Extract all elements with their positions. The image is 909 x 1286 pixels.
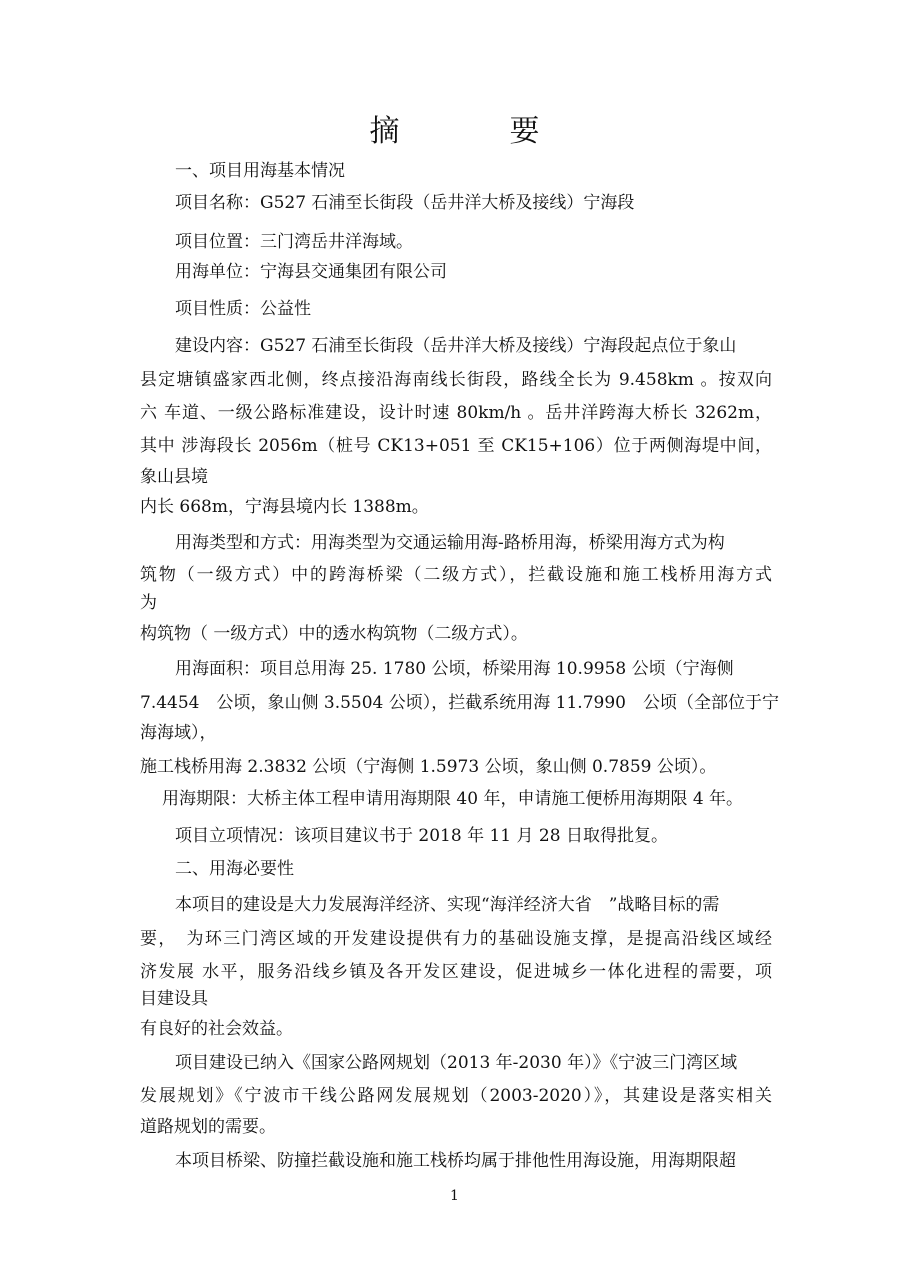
construction-content-line-6: 内长 668m，宁海县境内长 1388m。 xyxy=(140,497,429,517)
construction-content-line-4: 其中 涉海段长 2056m（桩号 CK13+051 至 CK15+106）位于两侧海堤中间， xyxy=(140,436,772,456)
construction-content-line-3: 六 车道、一级公路标准建设，设计时速 80km/h 。岳井洋跨海大桥长 3262m， xyxy=(140,403,772,423)
sea-use-type-line-2: 筑物（一级方式）中的跨海桥梁（二级方式），拦截设施和施工栈桥用海方式 xyxy=(140,565,772,585)
necessity-line-2: 要， 为环三门湾区域的开发建设提供有力的基础设施支撑，是提高沿线区域经 xyxy=(140,929,772,949)
page-number: 1 xyxy=(450,1188,459,1204)
section-heading-2: 二、用海必要性 xyxy=(175,859,294,879)
necessity-line-4: 目建设具 xyxy=(140,989,208,1009)
sea-use-type-line-4: 构筑物（ 一级方式）中的透水构筑物（二级方式）。 xyxy=(140,624,528,644)
planning-line-3: 道路规划的需要。 xyxy=(140,1117,276,1137)
sea-use-type-line-3: 为 xyxy=(140,593,157,613)
sea-use-type-line-1: 用海类型和方式：用海类型为交通运输用海-路桥用海，桥梁用海方式为构 xyxy=(175,533,725,553)
necessity-line-1: 本项目的建设是大力发展海洋经济、实现“海洋经济大省 ”战略目标的需 xyxy=(175,895,720,915)
section-heading-1: 一、项目用海基本情况 xyxy=(175,161,345,181)
necessity-line-3: 济发展 水平，服务沿线乡镇及各开发区建设，促进城乡一体化进程的需要，项 xyxy=(140,962,772,982)
sea-area-line-2: 7.4454 公顷，象山侧 3.5504 公顷），拦截系统用海 11.7990 公顷（全部位于宁 xyxy=(140,693,779,713)
sea-use-unit: 用海单位：宁海县交通集团有限公司 xyxy=(175,262,447,282)
project-nature: 项目性质：公益性 xyxy=(175,299,311,319)
construction-content-line-5: 象山县境 xyxy=(140,467,208,487)
construction-content-line-1: 建设内容：G527 石浦至长街段（岳井洋大桥及接线）宁海段起点位于象山 xyxy=(175,336,737,356)
project-name: 项目名称：G527 石浦至长街段（岳井洋大桥及接线）宁海段 xyxy=(175,193,635,213)
sea-area-line-4: 施工栈桥用海 2.3832 公顷（宁海侧 1.5973 公顷，象山侧 0.7859 公顷）。 xyxy=(140,757,717,777)
construction-content-line-2: 县定塘镇盛家西北侧，终点接沿海南线长街段，路线全长为 9.458km 。按双向 xyxy=(140,370,772,390)
exclusivity-line-1: 本项目桥梁、防撞拦截设施和施工栈桥均属于排他性用海设施，用海期限超 xyxy=(175,1151,736,1171)
project-approval: 项目立项情况：该项目建议书于 2018 年 11 月 28 日取得批复。 xyxy=(175,826,668,846)
necessity-line-5: 有良好的社会效益。 xyxy=(140,1019,293,1039)
sea-area-line-3: 海海域）， xyxy=(140,723,217,743)
project-location: 项目位置：三门湾岳井洋海域。 xyxy=(175,232,413,252)
planning-line-1: 项目建设已纳入《国家公路网规划（2013 年-2030 年）》《宁波三门湾区域 xyxy=(175,1053,738,1073)
page-title: 摘 要 xyxy=(369,114,580,149)
sea-use-period: 用海期限：大桥主体工程申请用海期限 40 年，申请施工便桥用海期限 4 年。 xyxy=(162,789,744,809)
planning-line-2: 发展规划》《宁波市干线公路网发展规划（2003-2020）》，其建设是落实相关 xyxy=(140,1086,772,1106)
sea-area-line-1: 用海面积：项目总用海 25. 1780 公顷，桥梁用海 10.9958 公顷（宁海侧 xyxy=(175,659,734,679)
